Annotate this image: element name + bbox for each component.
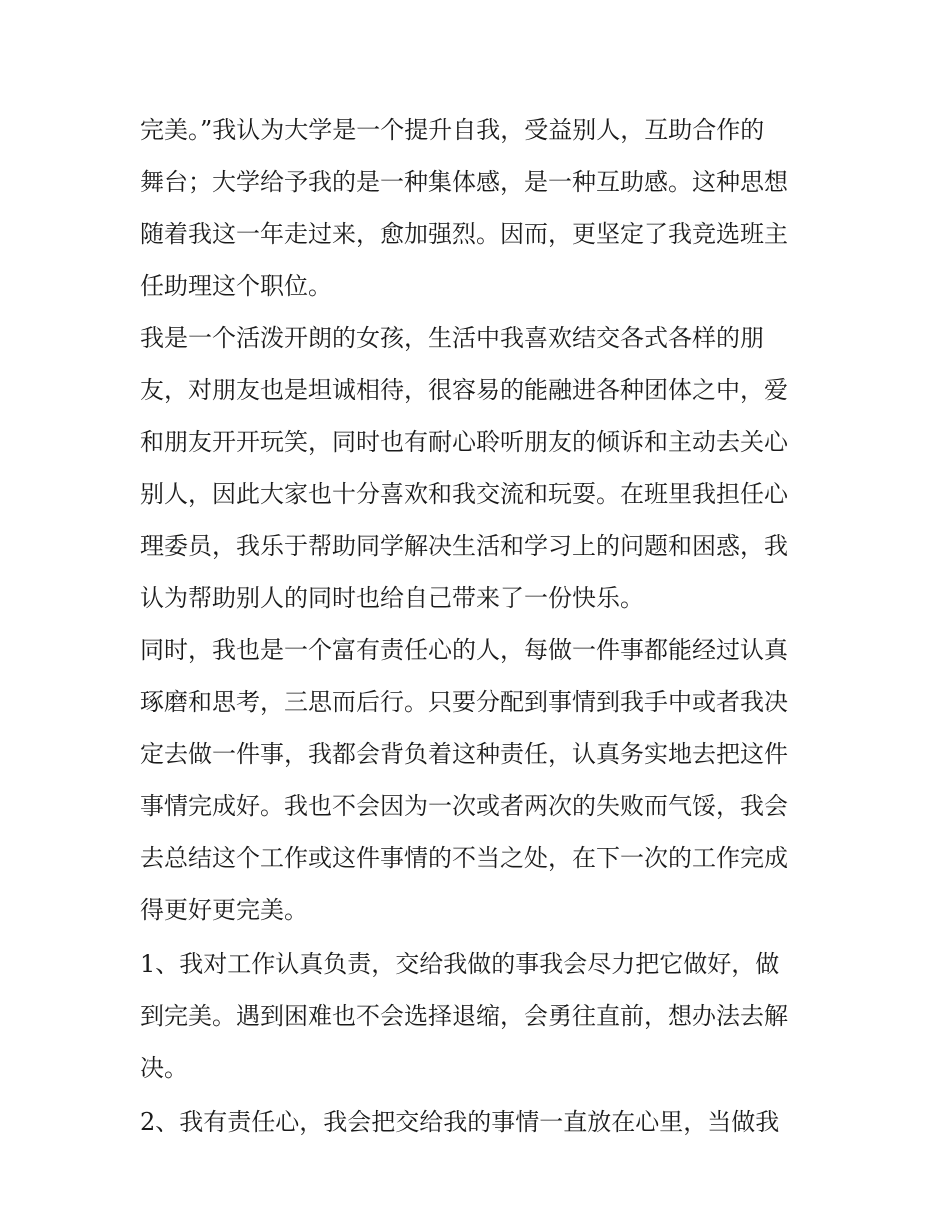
text-line: 决。 — [140, 1054, 188, 1082]
text-line: 认为帮助别人的同时也给自己带来了一份快乐。 — [140, 584, 644, 612]
text-line: 友，对朋友也是坦诚相待，很容易的能融进各种团体之中，爱 — [140, 376, 788, 404]
text-line: 随着我这一年走过来，愈加强烈。因而，更坚定了我竞选班主 — [140, 220, 788, 248]
text-line: 去总结这个工作或这件事情的不当之处，在下一次的工作完成 — [140, 844, 788, 872]
text-line: 事情完成好。我也不会因为一次或者两次的失败而气馁，我会 — [140, 792, 788, 820]
text-line: 1、我对工作认真负责，交给我做的事我会尽力把它做好，做 — [140, 950, 780, 978]
text-line: 琢磨和思考，三思而后行。只要分配到事情到我手中或者我决 — [140, 688, 788, 716]
text-line: 舞台；大学给予我的是一种集体感，是一种互助感。这种思想 — [140, 168, 788, 196]
text-line: 同时，我也是一个富有责任心的人，每做一件事都能经过认真 — [140, 636, 788, 664]
text-line: 和朋友开开玩笑，同时也有耐心聆听朋友的倾诉和主动去关心 — [140, 428, 788, 456]
text-line: 2、我有责任心，我会把交给我的事情一直放在心里，当做我 — [140, 1108, 780, 1136]
text-line: 任助理这个职位。 — [140, 272, 332, 300]
text-line: 别人，因此大家也十分喜欢和我交流和玩耍。在班里我担任心 — [140, 480, 788, 508]
text-line: 理委员，我乐于帮助同学解决生活和学习上的问题和困惑，我 — [140, 532, 788, 560]
text-line: 定去做一件事，我都会背负着这种责任，认真务实地去把这件 — [140, 740, 788, 768]
document-body — [140, 104, 816, 1148]
text-line: 完美。”我认为大学是一个提升自我，受益别人，互助合作的 — [140, 116, 765, 144]
text-line: 我是一个活泼开朗的女孩，生活中我喜欢结交各式各样的朋 — [140, 324, 764, 352]
text-line: 到完美。遇到困难也不会选择退缩，会勇往直前，想办法去解 — [140, 1002, 788, 1030]
text-line: 得更好更完美。 — [140, 896, 308, 924]
